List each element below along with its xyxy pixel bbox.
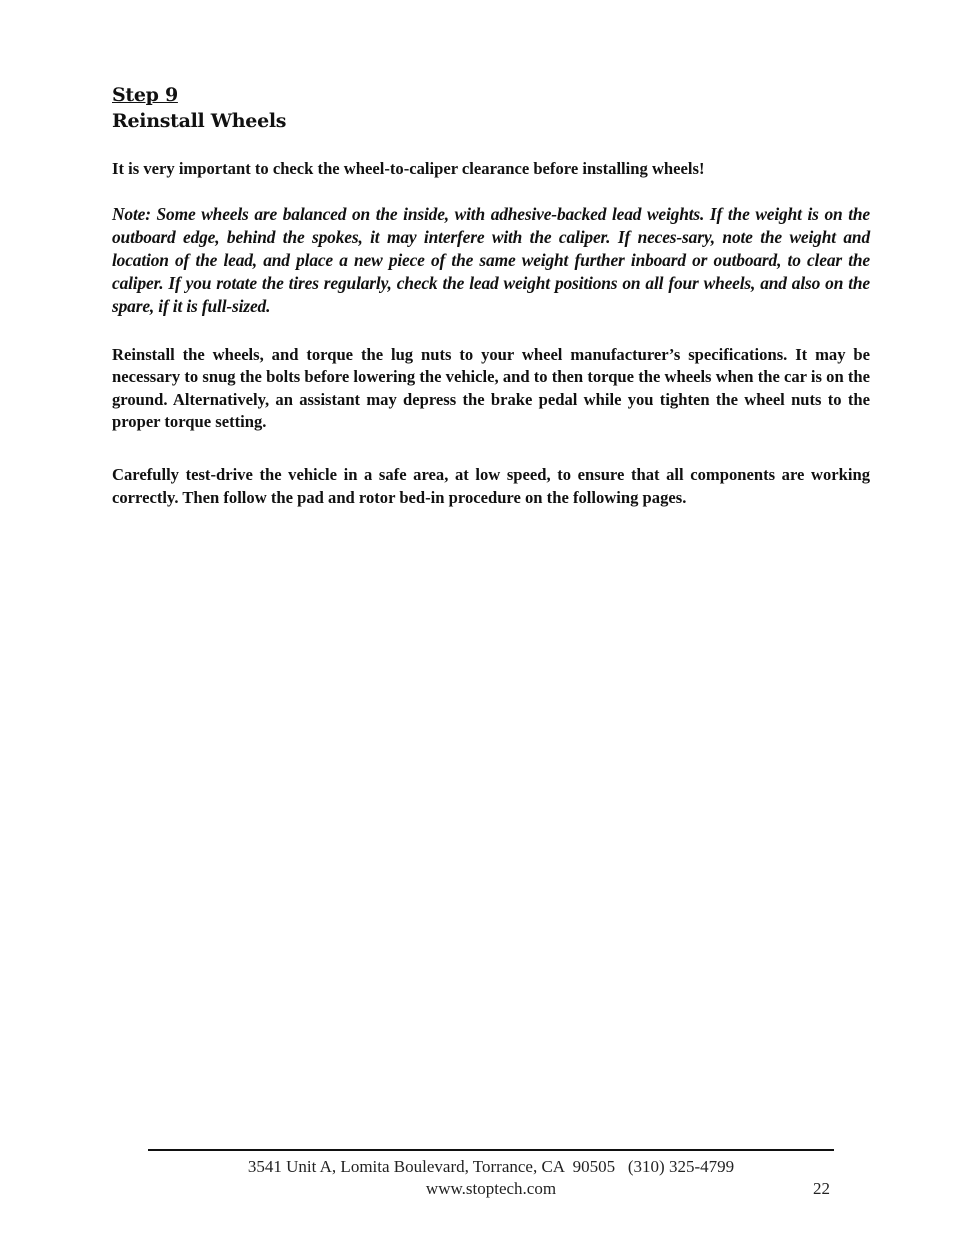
footer-address: 3541 Unit A, Lomita Boulevard, Torrance, CA 90505 (310) 325-4799: [247, 1157, 735, 1176]
footer-divider: [148, 1149, 834, 1151]
note-paragraph: Note: Some wheels are balanced on the inside, with adhesive-backed lead weights. If the weight is on the outboard edge, behind the spokes, it may interfere with the caliper. If neces-sary, note the weight and location of the lead, and place a new piece of the same weight further inboard or outboard, to clear the caliper. If you rotate the tires regularly, check the lead weight positions on all four wheels, and also on the spare, if it is full-sized.: [112, 203, 870, 316]
test-drive-paragraph: Carefully test-drive the vehicle in a safe area, at low speed, to ensure that all components are working correctly. Then follow the pad and rotor bed-in procedure on the following pages.: [112, 464, 870, 507]
footer-website: www.stoptech.com: [425, 1179, 557, 1198]
step-number-title: Step 9: [112, 84, 178, 106]
reinstall-paragraph: Reinstall the wheels, and torque the lug nuts to your wheel manufacturer’s specifications. It may be necessary to snug the bolts before lowering the vehicle, and to then torque the wheels when the car is on the ground. Alternatively, an assistant may depress the brake pedal while you tighten the wheel nuts to the proper torque setting.: [112, 344, 870, 432]
page-number: 22: [813, 1179, 830, 1198]
section-heading: Reinstall Wheels: [112, 110, 287, 132]
main-content: [112, 82, 870, 509]
important-warning-paragraph: It is very important to check the wheel-to-caliper clearance before installing wheels!: [112, 159, 705, 178]
